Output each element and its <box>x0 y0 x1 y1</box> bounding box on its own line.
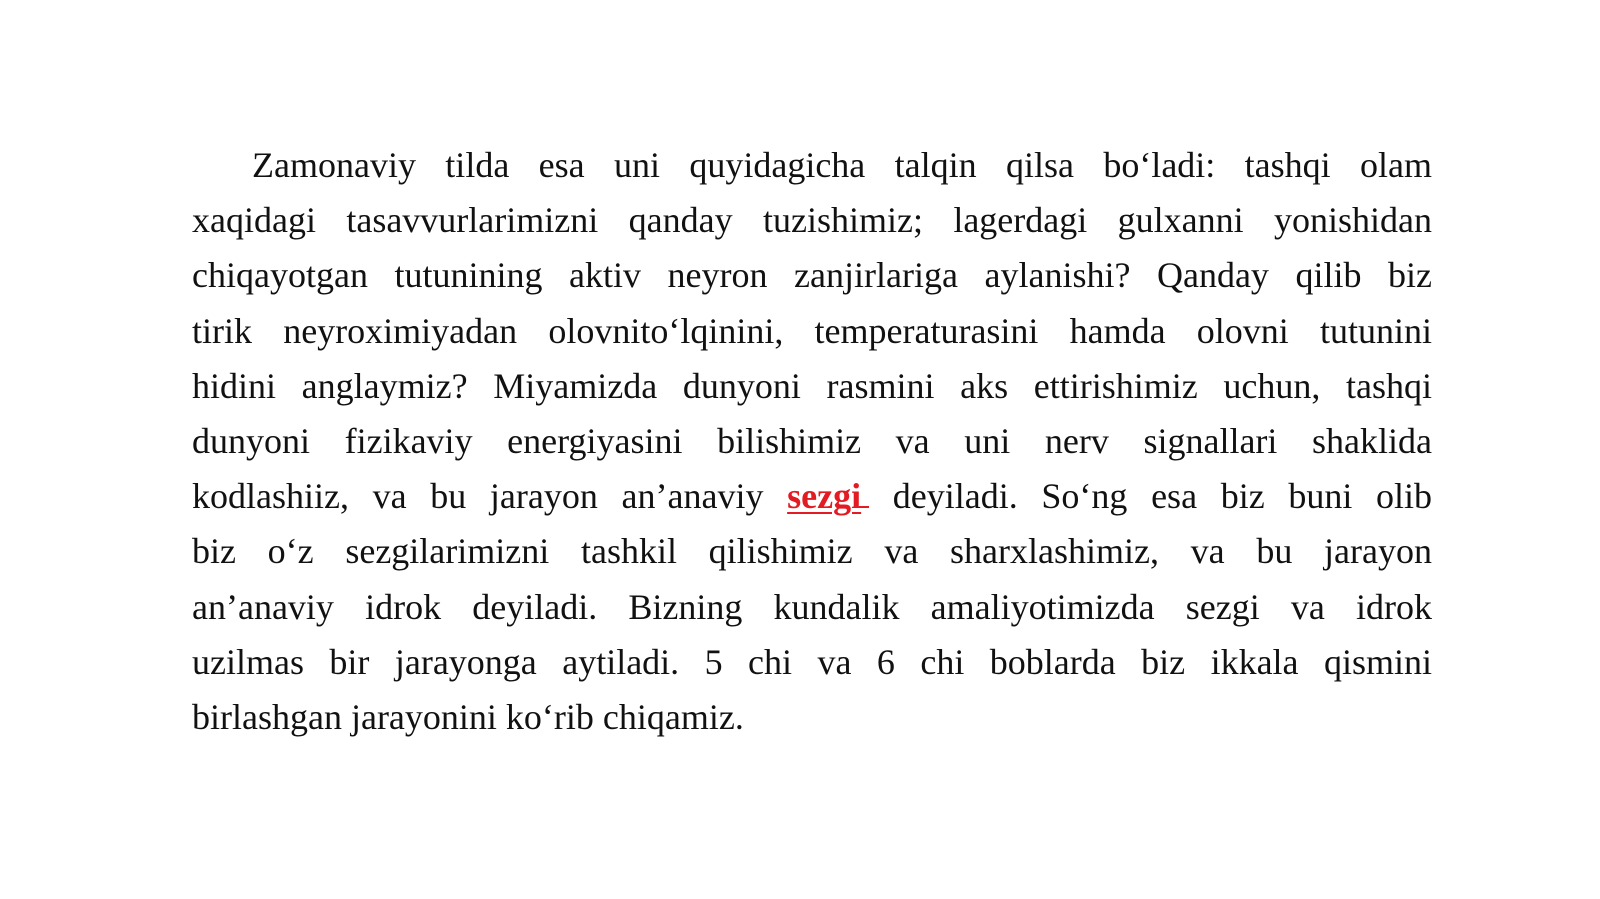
highlight-underline-trail <box>859 476 869 508</box>
highlighted-term: sezgi <box>787 476 862 517</box>
text-line: Zamonaviy tilda esa uni quyidagicha talqin qilsa bo‘ladi: tashqi olam <box>252 145 1432 185</box>
body-paragraph <box>192 138 1432 745</box>
text-fragment: deyiladi. So‘ng esa biz buni olib <box>892 476 1433 517</box>
text-line: tirik neyroximiyadan olovnito‘lqinini, temperaturasini hamda olovni tutunini <box>192 310 1432 351</box>
text-line: an’anaviy idrok deyiladi. Bizning kundalik amaliyotimizda sezgi va idrok <box>192 586 1432 627</box>
text-line-with-highlight <box>192 469 1432 524</box>
text-line: xaqidagi tasavvurlarimizni qanday tuzishimiz; lagerdagi gulxanni yonishidan <box>192 200 1432 241</box>
text-line: biz o‘z sezgilarimizni tashkil qilishimiz va sharxlashimiz, va bu jarayon <box>192 531 1432 572</box>
text-line: dunyoni fizikaviy energiyasini bilishimiz va uni nerv signallari shaklida <box>192 420 1432 461</box>
text-line: uzilmas bir jarayonga aytiladi. 5 chi va 6 chi boblarda biz ikkala qismini <box>192 641 1432 682</box>
text-line: birlashgan jarayonini ko‘rib chiqamiz. <box>192 696 744 737</box>
text-fragment: kodlashiiz, va bu jarayon an’anaviy <box>192 476 764 517</box>
text-line: hidini anglaymiz? Miyamizda dunyoni rasmini aks ettirishimiz uchun, tashqi <box>192 365 1432 406</box>
text-line: chiqayotgan tutunining aktiv neyron zanjirlariga aylanishi? Qanday qilib biz <box>192 255 1432 296</box>
